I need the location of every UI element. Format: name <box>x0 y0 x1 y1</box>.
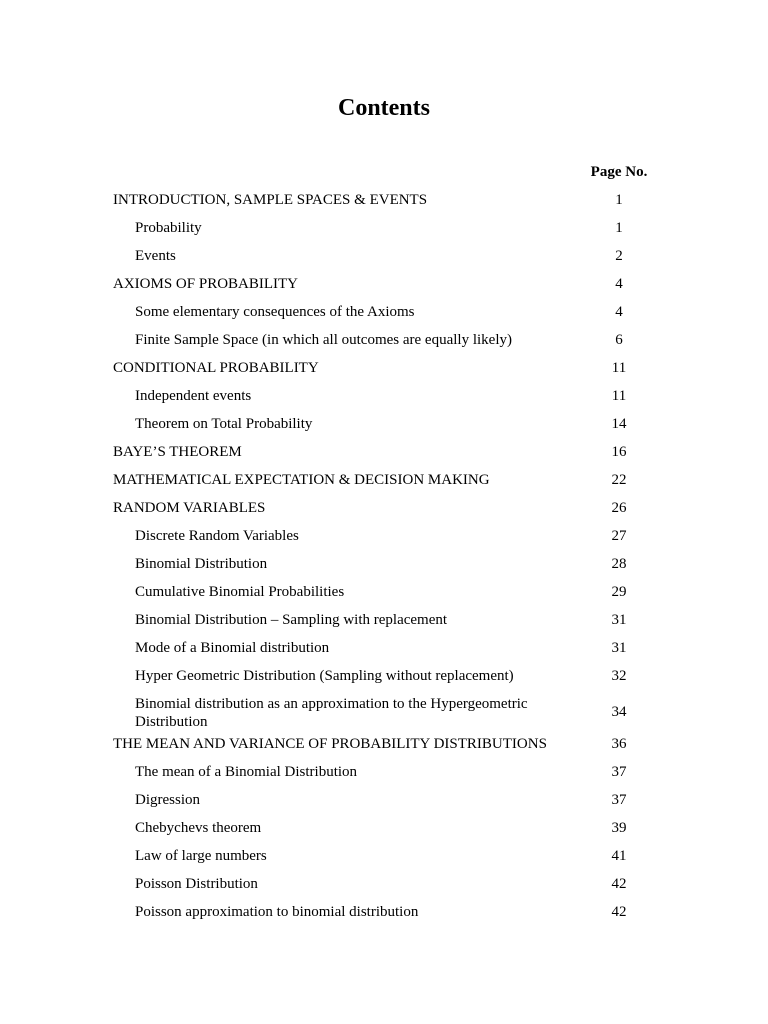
toc-entry-section[interactable] <box>0 410 768 438</box>
toc-entry-label: Independent events <box>135 388 252 404</box>
toc-entry-label: Cumulative Binomial Probabilities <box>135 584 345 600</box>
toc-entry-label: RANDOM VARIABLES <box>113 500 266 516</box>
toc-entry-label: Hyper Geometric Distribution (Sampling without replacement) <box>135 668 514 684</box>
toc-entry-page-number: 39 <box>611 820 627 836</box>
toc-entry-section[interactable] <box>0 634 768 662</box>
toc-entry-chapter[interactable] <box>0 354 768 382</box>
toc-entry-section[interactable] <box>0 870 768 898</box>
toc-entry-page-number: 42 <box>611 904 627 920</box>
toc-entry-page-number: 37 <box>611 792 627 808</box>
toc-entry-label: Mode of a Binomial distribution <box>135 640 330 656</box>
toc-entry-page-number: 26 <box>611 500 627 516</box>
toc-entry-label: Some elementary consequences of the Axioms <box>135 304 415 320</box>
toc-entry-section[interactable] <box>0 578 768 606</box>
toc-entry-label: Binomial Distribution – Sampling with replacement <box>135 612 448 628</box>
toc-entry-label: Law of large numbers <box>135 848 267 864</box>
toc-entry-label: Poisson Distribution <box>135 876 258 892</box>
toc-entry-page-number: 27 <box>611 528 627 544</box>
toc-entry-section[interactable] <box>0 242 768 270</box>
toc-entry-page-number: 14 <box>611 416 627 432</box>
page-title: Contents <box>337 95 430 121</box>
toc-entry-section[interactable] <box>0 814 768 842</box>
toc-entry-label: BAYE’S THEOREM <box>113 444 242 460</box>
toc-entry-page-number: 1 <box>615 192 623 208</box>
toc-entry-label: THE MEAN AND VARIANCE OF PROBABILITY DISTRIBUTIONS <box>113 736 547 752</box>
toc-entry-section[interactable] <box>0 842 768 870</box>
page-number-column-header: Page No. <box>590 164 648 180</box>
toc-entry-page-number: 28 <box>611 556 627 572</box>
toc-entry-label: Poisson approximation to binomial distribution <box>135 904 419 920</box>
toc-entry-page-number: 1 <box>615 220 623 236</box>
toc-entry-page-number: 36 <box>611 736 627 752</box>
toc-entry-page-number: 2 <box>615 248 623 264</box>
toc-entry-page-number: 11 <box>611 360 627 376</box>
table-of-contents <box>0 186 768 926</box>
toc-entry-page-number: 37 <box>611 764 627 780</box>
toc-entry-chapter[interactable] <box>0 730 768 758</box>
toc-entry-label: The mean of a Binomial Distribution <box>135 764 358 780</box>
toc-entry-page-number: 31 <box>611 612 627 628</box>
toc-entry-section[interactable] <box>0 214 768 242</box>
toc-entry-section[interactable] <box>0 382 768 410</box>
toc-entry-label: Binomial Distribution <box>135 556 268 572</box>
toc-entry-label: Events <box>135 248 176 264</box>
toc-entry-page-number: 41 <box>611 848 627 864</box>
toc-entry-page-number: 42 <box>611 876 627 892</box>
toc-entry-section[interactable] <box>0 298 768 326</box>
toc-entry-chapter[interactable] <box>0 466 768 494</box>
toc-entry-label: Chebychevs theorem <box>135 820 262 836</box>
toc-entry-page-number: 31 <box>611 640 627 656</box>
toc-entry-label: Theorem on Total Probability <box>135 416 313 432</box>
toc-entry-page-number: 4 <box>615 304 623 320</box>
toc-entry-page-number: 34 <box>611 704 627 720</box>
toc-entry-page-number: 6 <box>615 332 623 348</box>
toc-entry-section[interactable] <box>0 522 768 550</box>
toc-entry-label: Binomial distribution as an approximation to the Hypergeometric Distribution <box>135 696 528 730</box>
toc-entry-section[interactable] <box>0 326 768 354</box>
toc-entry-section[interactable] <box>0 690 768 730</box>
toc-entry-label: CONDITIONAL PROBABILITY <box>113 360 319 376</box>
toc-entry-page-number: 4 <box>615 276 623 292</box>
toc-entry-chapter[interactable] <box>0 270 768 298</box>
toc-entry-section[interactable] <box>0 606 768 634</box>
toc-entry-section[interactable] <box>0 898 768 926</box>
toc-entry-label: MATHEMATICAL EXPECTATION & DECISION MAKING <box>113 472 490 488</box>
toc-entry-page-number: 22 <box>611 472 627 488</box>
toc-entry-label: Digression <box>135 792 200 808</box>
toc-entry-label: INTRODUCTION, SAMPLE SPACES & EVENTS <box>113 192 428 208</box>
toc-entry-label: Probability <box>135 220 202 236</box>
toc-entry-chapter[interactable] <box>0 494 768 522</box>
toc-entry-section[interactable] <box>0 786 768 814</box>
toc-entry-label: Finite Sample Space (in which all outcomes are equally likely) <box>135 332 512 348</box>
toc-entry-label: AXIOMS OF PROBABILITY <box>113 276 299 292</box>
toc-entry-chapter[interactable] <box>0 186 768 214</box>
toc-entry-chapter[interactable] <box>0 438 768 466</box>
toc-entry-section[interactable] <box>0 550 768 578</box>
toc-entry-page-number: 29 <box>611 584 627 600</box>
toc-entry-section[interactable] <box>0 758 768 786</box>
toc-entry-page-number: 16 <box>611 444 627 460</box>
toc-entry-label: Discrete Random Variables <box>135 528 299 544</box>
toc-entry-page-number: 32 <box>611 668 627 684</box>
toc-entry-section[interactable] <box>0 662 768 690</box>
toc-entry-page-number: 11 <box>611 388 627 404</box>
